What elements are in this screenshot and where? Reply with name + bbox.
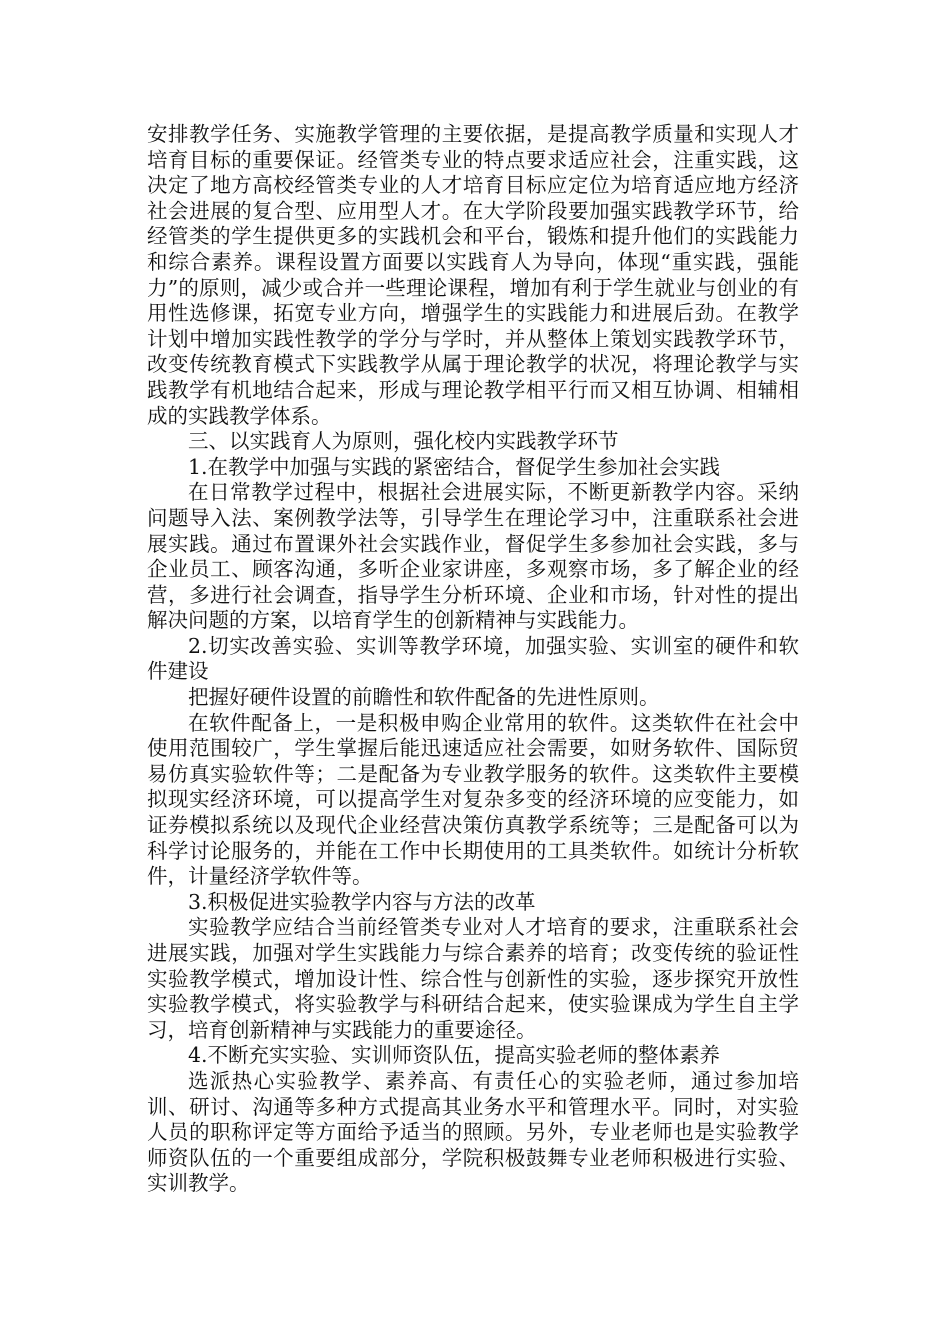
body-paragraph: 在软件配备上，一是积极申购企业常用的软件。这类软件在社会中使用范围较广，学生掌握后能迅速适应社会需要，如财务软件、国际贸易仿真实验软件等；二是配备为专业教学服务的软件。这类软件主要模拟现实经济环境，可以提高学生对复杂多变的经济环境的应变能力，如证券模拟系统以及现代企业经营决策仿真教学系统等；三是配备可以为科学讨论服务的，并能在工作中长期使用的工具类软件。如统计分析软件，计量经济学软件等。: [147, 710, 799, 889]
subsection-heading: 4.不断充实实验、实训师资队伍，提高实验老师的整体素养: [188, 1043, 721, 1068]
body-paragraph: 安排教学任务、实施教学管理的主要依据，是提高教学质量和实现人才培育目标的重要保证。经管类专业的特点要求适应社会，注重实践，这决定了地方高校经管类专业的人才培育目标应定位为培育适应地方经济社会进展的复合型、应用型人才。在大学阶段要加强实践教学环节，给经管类的学生提供更多的实践机会和平台，锻炼和提升他们的实践能力和综合素养。课程设置方面要以实践育人为导向，体现“重实践，强能力”的原则，减少或合并一些理论课程，增加有利于学生就业与创业的有用性选修课，拓宽专业方向，增强学生的实践能力和进展后劲。在教学计划中增加实践性教学的学分与学时，并从整体上策划实践教学环节，改变传统教育模式下实践教学从属于理论教学的状况，将理论教学与实践教学有机地结合起来，形成与理论教学相平行而又相互协调、相辅相成的实践教学体系。: [147, 122, 799, 428]
body-paragraph: 选派热心实验教学、素养高、有责任心的实验老师，通过参加培训、研讨、沟通等多种方式提高其业务水平和管理水平。同时，对实验人员的职称评定等方面给予适当的照顾。另外，专业老师也是实验教学师资队伍的一个重要组成部分，学院积极鼓舞专业老师积极进行实验、实训教学。: [147, 1068, 799, 1196]
subsection-heading: 1.在教学中加强与实践的紧密结合，督促学生参加社会实践: [188, 454, 721, 479]
body-paragraph: 实验教学应结合当前经管类专业对人才培育的要求，注重联系社会进展实践，加强对学生实践能力与综合素养的培育；改变传统的验证性实验教学模式，增加设计性、综合性与创新性的实验，逐步探究开放性实验教学模式，将实验教学与科研结合起来，使实验课成为学生自主学习，培育创新精神与实践能力的重要途径。: [147, 915, 799, 1042]
subsection-heading: 3.积极促进实验教学内容与方法的改革: [188, 889, 536, 914]
section-heading: 三、以实践育人为原则，强化校内实践教学环节: [188, 429, 619, 454]
document-body: [147, 122, 799, 1197]
body-paragraph: 把握好硬件设置的前瞻性和软件配备的先进性原则。: [188, 685, 660, 710]
body-paragraph: 在日常教学过程中，根据社会进展实际，不断更新教学内容。采纳问题导入法、案例教学法等，引导学生在理论学习中，注重联系社会进展实践。通过布置课外社会实践作业，督促学生多参加社会实践，多与企业员工、顾客沟通，多听企业家讲座，多观察市场，多了解企业的经营，多进行社会调查，指导学生分析环境、企业和市场，针对性的提出解决问题的方案，以培育学生的创新精神与实践能力。: [147, 480, 799, 633]
subsection-heading: 2.切实改善实验、实训等教学环境，加强实验、实训室的硬件和软件建设: [147, 633, 799, 684]
